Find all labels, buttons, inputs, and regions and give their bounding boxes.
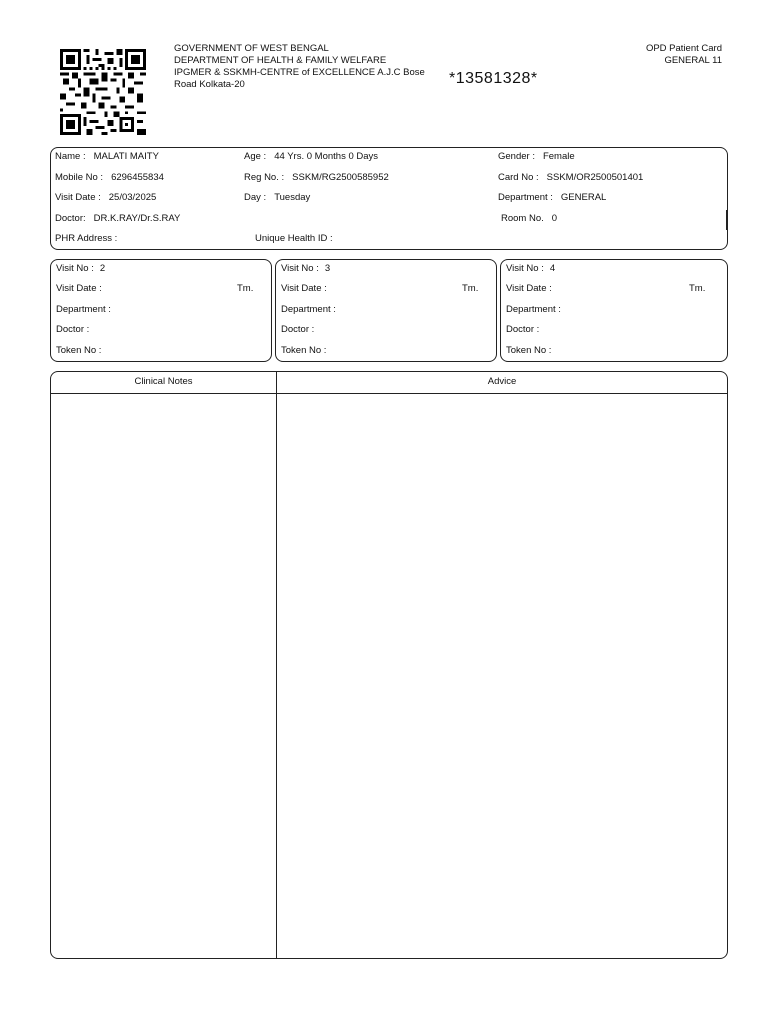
visit-no-label: Visit No : [56,263,94,274]
patient-name-label: Name : [55,151,86,162]
card-serial-number: *13581328* [449,70,538,87]
unique-health-id-label: Unique Health ID : [255,233,333,244]
visit-box-4 [500,259,728,362]
visit-doctor-label: Doctor : [281,324,315,335]
visit-doctor-label: Doctor : [506,324,540,335]
mobile-value: 6296455834 [111,172,164,183]
visit-no-value: 3 [324,263,331,274]
notes-section [50,371,728,959]
card-subtitle: GENERAL 11 [664,55,722,66]
visit-no-field [56,263,105,274]
room-no-label: Room No. [501,213,544,224]
mobile-field [55,172,164,183]
doctor-field [55,213,180,224]
visit-doctor-label: Doctor : [56,324,90,335]
card-no-value: SSKM/OR2500501401 [546,172,644,183]
mobile-label: Mobile No : [55,172,104,183]
address-heading: Road Kolkata-20 [174,79,245,90]
department-field [498,192,606,203]
department-label: Department : [498,192,553,203]
department-heading: DEPARTMENT OF HEALTH & FAMILY WELFARE [174,55,387,66]
day-field [244,192,310,203]
time-label: Tm. [237,283,254,294]
reg-no-value: SSKM/RG2500585952 [292,172,389,183]
visit-no-label: Visit No : [281,263,319,274]
visit-department-label: Department : [56,304,111,315]
token-no-label: Token No : [281,345,327,356]
advice-title: Advice [487,376,517,387]
time-label: Tm. [462,283,479,294]
visit-no-field [506,263,555,274]
phr-address-label: PHR Address : [55,233,118,244]
visit-box-3 [275,259,497,362]
token-no-label: Token No : [506,345,552,356]
patient-details-box [50,147,728,250]
day-label: Day : [244,192,267,203]
age-value: 44 Yrs. 0 Months 0 Days [274,151,379,162]
unique-health-id-field [255,233,333,244]
age-field [244,151,378,162]
card-no-label: Card No : [498,172,539,183]
card-title: OPD Patient Card [645,43,722,54]
gender-value: Female [542,151,575,162]
visit-date-label: Visit Date : [506,283,552,294]
gender-field [498,151,575,162]
day-value: Tuesday [274,192,311,203]
qr-code-icon [60,49,146,135]
clinical-notes-title: Clinical Notes [134,376,193,387]
visit-no-value: 4 [549,263,556,274]
visit-department-label: Department : [506,304,561,315]
visit-no-field [281,263,330,274]
visit-date-label: Visit Date : [281,283,327,294]
time-label: Tm. [689,283,706,294]
age-label: Age : [244,151,267,162]
visit-department-label: Department : [281,304,336,315]
doctor-value: DR.K.RAY/Dr.S.RAY [93,213,181,224]
visit-date-label: Visit Date : [55,192,101,203]
govt-heading: GOVERNMENT OF WEST BENGAL [174,43,329,54]
doctor-label: Doctor: [55,213,86,224]
patient-name-value: MALATI MAITY [93,151,159,162]
edge-mark [726,210,728,230]
gender-label: Gender : [498,151,535,162]
institute-heading: IPGMER & SSKMH-CENTRE of EXCELLENCE A.J.C Bose [174,67,425,78]
token-no-label: Token No : [56,345,102,356]
visit-date-field [55,192,156,203]
visit-box-2 [50,259,272,362]
phr-address-field [55,233,117,244]
visit-no-value: 2 [99,263,106,274]
notes-column-divider [276,372,277,958]
card-no-field [498,172,643,183]
room-no-value: 0 [551,213,558,224]
visit-date-value: 25/03/2025 [108,192,157,203]
reg-no-field [244,172,389,183]
visit-date-label: Visit Date : [56,283,102,294]
department-value: GENERAL [560,192,607,203]
visit-no-label: Visit No : [506,263,544,274]
reg-no-label: Reg No. : [244,172,285,183]
patient-name-field [55,151,159,162]
room-no-field [501,213,557,224]
